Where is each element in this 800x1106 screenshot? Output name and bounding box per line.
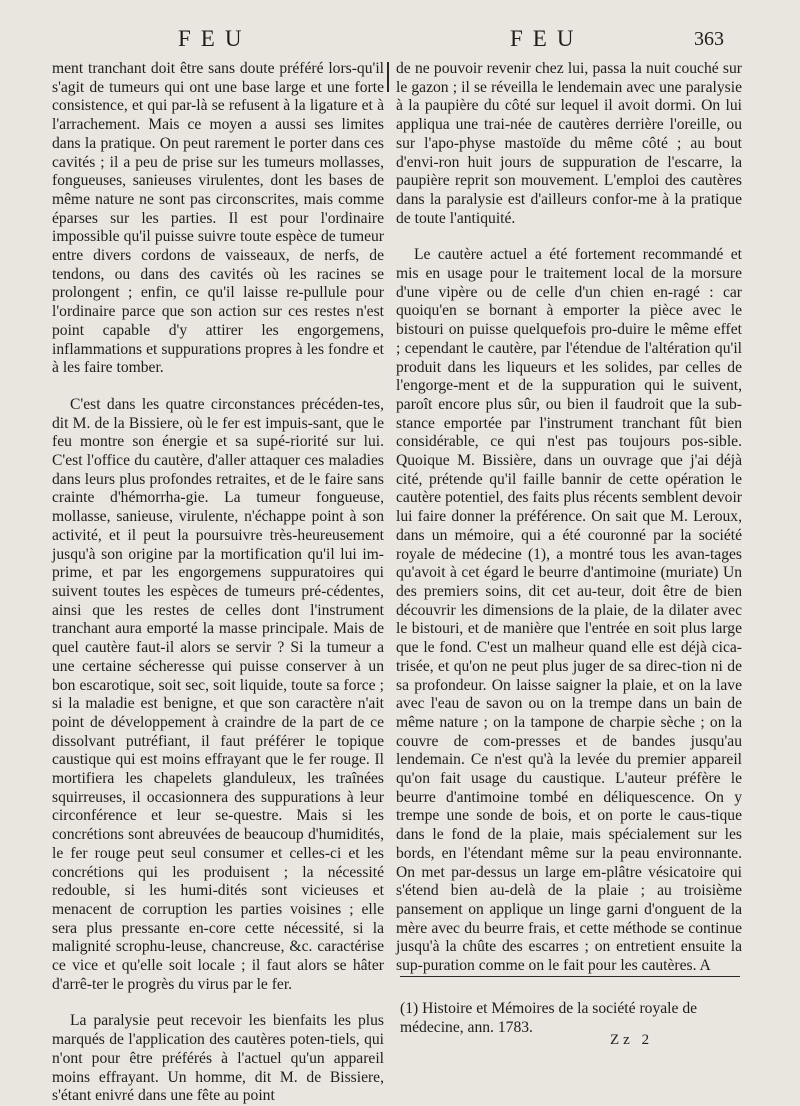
paragraph: ment tranchant doit être sans doute préféré lors-qu'il s'agit de tumeurs qui ont une base large et une forte consistence, et qui par-là se refusent à la ligature et à l'arrachement. Mais ce moyen a aussi ses limites dans la pratique. On peut rarement le porter dans ces cavités ; il a peu de prise sur les tumeurs mollasses, fongueuses, sanieuses virulentes, dont les bases de même nature ne sont pas circonscrites, mais comme éparses sur les parties. Il est pour l'ordinaire impossible qu'il puisse suivre toute espèce de tumeur entre divers cordons de vaisseaux, de nerfs, de tendons, ou dans des cavités où les racines se prolongent ; enfin, ce qu'il laisse re-pullule pour l'ordinaire parce que son action sur ces restes n'est point capable d'y attirer les engorgemens, inflammations et suppurations propres à les fondre et à les faire tomber. [52, 60, 384, 377]
signature-mark: Zz 2 [610, 1032, 654, 1048]
paragraph: de ne pouvoir revenir chez lui, passa la nuit couché sur le gazon ; il se réveilla le lendemain avec une paralysie à la paupière du côté sur lequel il avoit dormi. On lui appliqua une trai-née de cautères derrière l'oreille, ou sur l'apo-physe mastoïde du même côté ; au bout d'envi-ron huit jours de suppuration de l'escarre, la paupière reprit son mouvement. L'emploi des cautères dans la paralysie est d'ailleurs confor-me à la pratique de toute l'antiquité. [396, 60, 742, 227]
paragraph: C'est dans les quatre circonstances précéden-tes, dit M. de la Bissiere, où le fer est impuis-sant, que le feu montre son énergie et sa supé-riorité sur lui. C'est l'office du cautère, d'aller attaquer ces maladies dans leurs plus profondes retraites, et de le faire sans crainte d'hémorrha-gie. La tumeur fongueuse, mollasse, sanieuse, virulente, n'échappe point à son activité, et il peut la poursuivre très-heureusement jusqu'à son origine par la mortification qu'il lui im-prime, et par les engorgemens suppuratoires qui suivent toutes les espèces de tumeurs pré-cédentes, ainsi que les restes de celles dont l'instrument tranchant aura emporté la masse principale. Mais de quel cautère faut-il alors se servir ? Si la tumeur a une certaine sécheresse qui puisse conserver à un bon escarotique, soit sec, soit liquide, toute sa force ; si la maladie est benigne, et que son caractère n'ait point de développement à craindre de la part de ce dissolvant putréfiant, il faut préférer le topique caustique qui est moins effrayant que le fer rouge. Il mortifiera les chapelets glanduleux, les traînées squirreuses, il occasionnera des suppurations à leur circonférence et leur se-questre. Mais si les concrétions sont abreuvées de beaucoup d'humidités, le fer rouge peut seul consumer et celles-ci et les concrétions qui les produisent ; la nécessité redouble, si les humi-dités sont vicieuses et menacent de corruption les parties voisines ; elle sera plus pressante en-core cette nécessité, si la malignité scrophu-leuse, chancreuse, &c. caractérise ce vice et qu'elle soit locale ; il faut alors se hâter d'arrê-ter le progrès du virus par le fer. [52, 395, 384, 993]
paragraph: Le cautère actuel a été fortement recommandé et mis en usage pour le traitement local de la morsure d'une vipère ou de celle d'un chien en-ragé : car quoiqu'en se bornant à emporter la pièce avec le bistouri on puisse quelquefois pro-duire le même effet ; cependant le cautère, par l'étendue de l'altération qu'il produit dans les liqueurs et les solides, par celles de l'engorge-ment et de la suppuration qui le suivent, paroît encore plus sûr, ou bien il faudroit que la sub-stance emportée par l'instrument tranchant fût bien considérable, ce qui n'est pas toujours pos-sible. Quoique M. Bissière, dans un ouvrage que j'ai déjà cité, prétende qu'il faille bannir de cette opération le cautère potentiel, des faits plus récents semblent devoir lui faire donner la préférence. On sait que M. Leroux, dans un mémoire, qui a été couronné par la société royale de médecine (1), a montré tous les avan-tages qu'avoit à cet égard le beurre d'antimoine (muriate) Un des premiers soins, dit cet au-teur, doit être de bien découvrir les dimensions de la plaie, de la dilater avec le bistouri, et de manière que l'entrée en soit plus large que le fond. C'est un malheur quand elle est déjà cica-trisée, et qu'on ne peut plus juger de sa direc-tion ni de sa profondeur. On laisse saigner la plaie, et on la lave avec l'eau de savon ou on la trempe dans un bain de même nature ; on la tampone de charpie sèche ; on la couvre de com-presses et de bandes jusqu'au lendemain. Ce n'est qu'à la levée du premier appareil qu'on fait usage du caustique. L'auteur préfère le beurre d'antimoine tombé en déliquescence. On y trempe une sonde de bois, et on porte le caus-tique dans le fond de la plaie, mais spécialement sur les bords, en l'étendant même sur la peau environnante. On met par-dessus un large em-plâtre vésicatoire qui s'étend bien au-delà de la plaie ; au troisième pansement on applique un linge garni d'onguent de la mère avec du beurre frais, et cette méthode se continue jusqu'à la chûte des escarres ; on entretient ensuite la sup-puration comme on le fait pour les cautères. A [396, 246, 742, 975]
page-number: 363 [694, 28, 724, 50]
right-column [396, 60, 742, 976]
running-head-left: FEU [178, 26, 252, 51]
left-column [52, 60, 384, 1106]
column-divider [387, 62, 389, 92]
paragraph: La paralysie peut recevoir les bienfaits les plus marqués de l'application des cautères poten-tiels, qui n'ont pour être préférés à l'actuel qu'un appareil moins effrayant. Un homme, dit M. de Bissiere, s'étant enivré dans une fête au point [52, 1012, 384, 1105]
footnote-rule [400, 976, 740, 977]
running-head-right: FEU [510, 26, 584, 51]
footnote: (1) Histoire et Mémoires de la société royale de médecine, ann. 1783. [400, 1000, 698, 1036]
